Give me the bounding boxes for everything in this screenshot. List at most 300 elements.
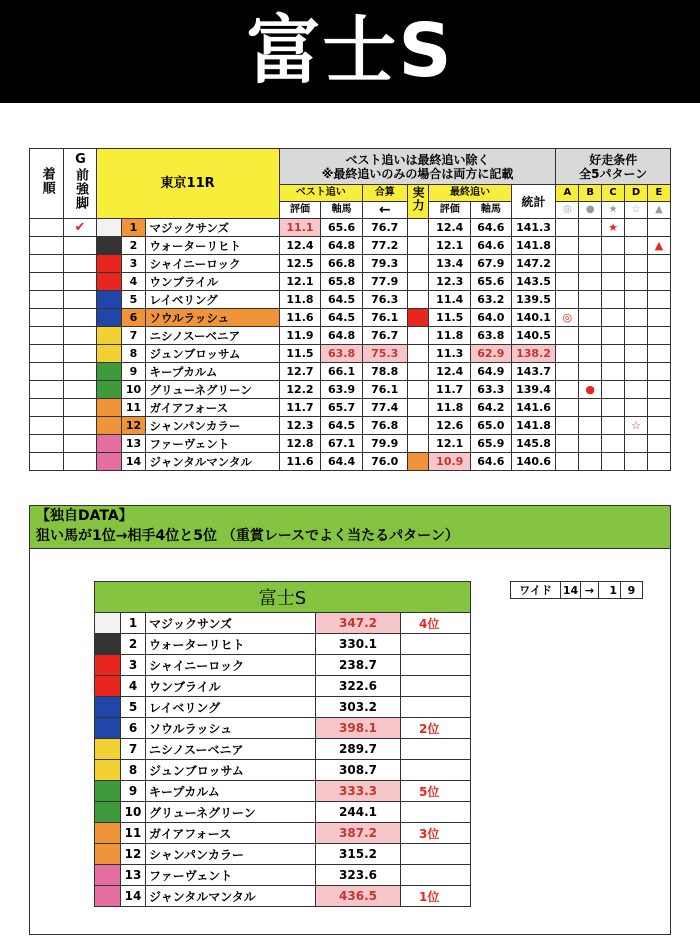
score: 347.2 [316,613,401,634]
best-hyoka: 12.5 [279,255,321,273]
jitsuryoku-cell [407,453,429,471]
finish-cell [30,237,64,255]
g-mark-cell [64,381,96,399]
horse-number: 12 [121,417,146,435]
jitsuryoku-cell [407,363,429,381]
final-hyoka: 11.5 [429,309,471,327]
g-mark-cell [64,453,96,471]
cond-b [579,363,602,381]
cond-a [556,273,579,291]
wide-b: 1 [599,582,621,599]
g-mark-cell [64,363,96,381]
cond-c [602,327,625,345]
gate-color [96,291,121,309]
gate-color [95,865,121,886]
gate-color [95,823,121,844]
stat: 141.8 [511,237,556,255]
cond-a [556,435,579,453]
g-mark-cell [64,399,96,417]
table-row [95,739,471,760]
horse-number: 9 [121,363,146,381]
cond-a [556,345,579,363]
wide-c: 9 [621,582,643,599]
gate-color [96,363,121,381]
score: 436.5 [316,886,401,907]
final-jiku: 63.3 [471,381,512,399]
score-table [94,581,471,907]
horse-name: ファーヴェント [146,865,316,886]
cond-d [625,345,648,363]
cond-b [579,417,602,435]
table-row [30,255,671,273]
cond-c [602,363,625,381]
table-row [30,453,671,471]
cond-e [647,291,670,309]
cond-e [647,381,670,399]
gate-color [95,697,121,718]
g-mark-cell [64,345,96,363]
cond-e: ▲ [647,237,670,255]
g-mark-cell [64,273,96,291]
table-row [95,634,471,655]
horse-name: グリューネグリーン [146,802,316,823]
cond-a [556,453,579,471]
cond-b [579,453,602,471]
final-jiku: 64.9 [471,363,512,381]
best-jiku: 67.1 [321,435,363,453]
g-mark-cell [64,291,96,309]
final-jiku: 63.8 [471,327,512,345]
best-jiku: 63.8 [321,345,363,363]
cond-e [647,453,670,471]
best-jiku: 64.5 [321,417,363,435]
table-row [95,886,471,907]
cond-e [647,435,670,453]
best-hyoka: 12.4 [279,237,321,255]
total: 77.9 [362,273,407,291]
horse-number: 2 [121,237,146,255]
gate-color [95,844,121,865]
rank: 5位 [401,781,471,802]
horse-name: ガイアフォース [146,399,279,417]
score: 289.7 [316,739,401,760]
header-stat: 統計 [511,185,556,219]
finish-cell [30,273,64,291]
cond-d [625,309,648,327]
header-C: C [602,185,625,202]
horse-number: 12 [121,844,146,865]
table-row [95,844,471,865]
total: 76.0 [362,453,407,471]
rank [401,865,471,886]
cond-c [602,291,625,309]
finish-cell [30,219,64,237]
total: 76.3 [362,291,407,309]
jitsuryoku-cell [407,399,429,417]
final-jiku: 64.2 [471,399,512,417]
score: 308.7 [316,760,401,781]
best-hyoka: 11.7 [279,399,321,417]
final-hyoka: 12.1 [429,237,471,255]
jitsuryoku-cell [407,417,429,435]
final-hyoka: 12.4 [429,219,471,237]
data-header-subtitle: 狙い馬が1位→相手4位と5位 （重賞レースでよく当たるパターン） [36,528,459,544]
gate-color [96,273,121,291]
best-hyoka: 11.9 [279,327,321,345]
final-jiku: 64.6 [471,453,512,471]
score: 323.6 [316,865,401,886]
final-hyoka: 10.9 [429,453,471,471]
rank [401,802,471,823]
score: 244.1 [316,802,401,823]
double-circle-icon: ◎ [556,202,579,219]
cond-b [579,273,602,291]
final-hyoka: 11.8 [429,327,471,345]
horse-name: シャンパンカラー [146,417,279,435]
table-row [95,802,471,823]
cond-b [579,219,602,237]
horse-number: 1 [121,219,146,237]
stat: 140.5 [511,327,556,345]
cond-b [579,399,602,417]
best-jiku: 64.8 [321,327,363,345]
cond-d [625,435,648,453]
horse-name: レイベリング [146,291,279,309]
cond-c [602,273,625,291]
table-row [30,435,671,453]
horse-number: 11 [121,823,146,844]
rank: 1位 [401,886,471,907]
g-mark-cell [64,417,96,435]
header-g: G前強脚 [64,149,96,219]
table-row [30,399,671,417]
horse-number: 4 [121,676,146,697]
gate-color [95,655,121,676]
horse-number: 6 [121,718,146,739]
stat: 143.7 [511,363,556,381]
jitsuryoku-cell [407,255,429,273]
final-hyoka: 11.4 [429,291,471,309]
gate-color [96,309,121,327]
wide-a: 14 [561,582,581,599]
horse-name: ソウルラッシュ [146,718,316,739]
stat: 141.8 [511,417,556,435]
horse-name: ウンブライル [146,676,316,697]
score: 303.2 [316,697,401,718]
cond-d [625,453,648,471]
horse-number: 2 [121,634,146,655]
data-section-header [29,505,671,549]
final-jiku: 67.9 [471,255,512,273]
cond-b [579,237,602,255]
wide-arrow: → [581,582,599,599]
final-jiku: 65.9 [471,435,512,453]
final-jiku: 65.0 [471,417,512,435]
horse-name: ジュンブロッサム [146,760,316,781]
race-data-table [29,148,671,471]
best-hyoka: 11.1 [279,219,321,237]
stat: 147.2 [511,255,556,273]
arrow-icon: ← [362,202,407,219]
table-row [30,417,671,435]
table-row [95,781,471,802]
horse-name: ウォーターリヒト [146,237,279,255]
final-hyoka: 11.3 [429,345,471,363]
best-hyoka: 11.6 [279,453,321,471]
final-hyoka: 12.1 [429,435,471,453]
gate-color [95,886,121,907]
cond-c [602,435,625,453]
gate-color [96,237,121,255]
cond-c [602,417,625,435]
best-jiku: 65.6 [321,219,363,237]
horse-number: 7 [121,327,146,345]
gate-color [95,718,121,739]
score: 333.3 [316,781,401,802]
header-conditions: 好走条件 全5パターン [556,149,671,185]
best-jiku: 64.5 [321,291,363,309]
table-row [95,865,471,886]
table-row [95,676,471,697]
cond-e [647,363,670,381]
cond-c: ★ [602,219,625,237]
score: 387.2 [316,823,401,844]
header-E: E [647,185,670,202]
header-note: ベスト追いは最終追い除く ※最終追いのみの場合は両方に記載 [279,149,556,185]
finish-cell [30,363,64,381]
horse-name: シャイニーロック [146,255,279,273]
header-hyoka2: 評価 [429,202,471,219]
stat: 141.3 [511,219,556,237]
horse-name: ウォーターリヒト [146,634,316,655]
finish-cell [30,417,64,435]
cond-d [625,291,648,309]
horse-number: 13 [121,865,146,886]
jitsuryoku-cell [407,327,429,345]
final-hyoka: 12.3 [429,273,471,291]
header-best: ベスト追い [279,185,362,202]
finish-cell [30,345,64,363]
cond-d [625,327,648,345]
table-row [95,760,471,781]
horse-name: ジャンタルマンタル [146,453,279,471]
cond-a [556,327,579,345]
horse-name: マジックサンズ [146,219,279,237]
cond-b [579,327,602,345]
jitsuryoku-cell [407,291,429,309]
rank [401,739,471,760]
table-row [30,291,671,309]
total: 79.3 [362,255,407,273]
cond-e [647,399,670,417]
header-final: 最終追い [429,185,511,202]
table-row [30,381,671,399]
finish-cell [30,309,64,327]
gate-color [95,781,121,802]
cond-a: ◎ [556,309,579,327]
jitsuryoku-cell [407,381,429,399]
table-row [30,363,671,381]
cond-c [602,309,625,327]
final-jiku: 64.0 [471,309,512,327]
horse-number: 4 [121,273,146,291]
cond-a [556,417,579,435]
best-jiku: 65.7 [321,399,363,417]
rank: 3位 [401,823,471,844]
finish-cell [30,381,64,399]
horse-number: 9 [121,781,146,802]
jitsuryoku-cell [407,219,429,237]
total: 75.3 [362,345,407,363]
cond-b [579,435,602,453]
horse-name: ファーヴェント [146,435,279,453]
total: 76.1 [362,309,407,327]
horse-name: ジュンブロッサム [146,345,279,363]
finish-cell [30,255,64,273]
gate-color [96,453,121,471]
horse-number: 8 [121,345,146,363]
finish-cell [30,399,64,417]
final-hyoka: 13.4 [429,255,471,273]
table-row [95,718,471,739]
gate-color [95,613,121,634]
score: 238.7 [316,655,401,676]
header-hyoka: 評価 [279,202,321,219]
cond-b [579,291,602,309]
horse-number: 5 [121,291,146,309]
cond-a [556,381,579,399]
stat: 138.2 [511,345,556,363]
best-hyoka: 11.8 [279,291,321,309]
final-hyoka: 11.8 [429,399,471,417]
best-hyoka: 12.1 [279,273,321,291]
final-hyoka: 12.4 [429,363,471,381]
finish-cell [30,435,64,453]
jitsuryoku-cell [407,435,429,453]
best-hyoka: 12.8 [279,435,321,453]
stat: 141.6 [511,399,556,417]
jitsuryoku-cell [407,309,429,327]
total: 76.7 [362,219,407,237]
score: 398.1 [316,718,401,739]
table-row [30,309,671,327]
cond-d: ☆ [625,417,648,435]
stat: 140.1 [511,309,556,327]
horse-number: 10 [121,802,146,823]
wide-bet-table [510,581,643,599]
horse-name: キープカルム [146,363,279,381]
best-hyoka: 12.3 [279,417,321,435]
stat: 139.4 [511,381,556,399]
cond-a [556,255,579,273]
horse-number: 1 [121,613,146,634]
best-hyoka: 11.5 [279,345,321,363]
header-jitsuryoku: 実力 [407,185,429,219]
rank [401,697,471,718]
cond-d [625,219,648,237]
triangle-icon: ▲ [647,202,670,219]
gate-color [96,417,121,435]
horse-name: シャイニーロック [146,655,316,676]
best-hyoka: 11.6 [279,309,321,327]
cond-b [579,309,602,327]
cond-c [602,255,625,273]
gate-color [96,255,121,273]
cond-b [579,255,602,273]
best-jiku: 64.4 [321,453,363,471]
filled-circle-icon: ● [579,202,602,219]
score: 330.1 [316,634,401,655]
total: 79.9 [362,435,407,453]
table-row [95,655,471,676]
rank [401,760,471,781]
table-row [30,237,671,255]
horse-number: 3 [121,655,146,676]
filled-star-icon: ★ [602,202,625,219]
best-jiku: 63.9 [321,381,363,399]
cond-b [579,345,602,363]
gate-color [96,219,121,237]
table-row [30,273,671,291]
rank [401,844,471,865]
wide-label: ワイド [511,582,561,599]
cond-e [647,345,670,363]
cond-d [625,255,648,273]
total: 76.7 [362,327,407,345]
header-D: D [625,185,648,202]
g-mark-cell [64,327,96,345]
final-jiku: 65.6 [471,273,512,291]
cond-e [647,219,670,237]
stat: 145.8 [511,435,556,453]
final-jiku: 63.2 [471,291,512,309]
rank [401,676,471,697]
best-hyoka: 12.7 [279,363,321,381]
gate-color [96,345,121,363]
gate-color [95,802,121,823]
best-jiku: 66.8 [321,255,363,273]
cond-e [647,327,670,345]
jitsuryoku-cell [407,345,429,363]
header-total: 合算 [362,185,407,202]
horse-name: キープカルム [146,781,316,802]
horse-name: ジャンタルマンタル [146,886,316,907]
rank: 4位 [401,613,471,634]
horse-name: マジックサンズ [146,613,316,634]
best-jiku: 64.5 [321,309,363,327]
jitsuryoku-cell [407,273,429,291]
final-hyoka: 12.6 [429,417,471,435]
cond-c [602,237,625,255]
best-jiku: 66.1 [321,363,363,381]
page-title: 富士S [246,8,454,94]
gate-color [95,739,121,760]
final-jiku: 64.6 [471,219,512,237]
jitsuryoku-cell [407,237,429,255]
cond-a [556,237,579,255]
stat: 143.5 [511,273,556,291]
gate-color [95,676,121,697]
score: 315.2 [316,844,401,865]
horse-name: ニシノスーベニア [146,327,279,345]
cond-d [625,363,648,381]
horse-name: レイベリング [146,697,316,718]
final-jiku: 64.6 [471,237,512,255]
cond-c [602,381,625,399]
g-mark-cell [64,309,96,327]
table-row [30,219,671,237]
header-A: A [556,185,579,202]
